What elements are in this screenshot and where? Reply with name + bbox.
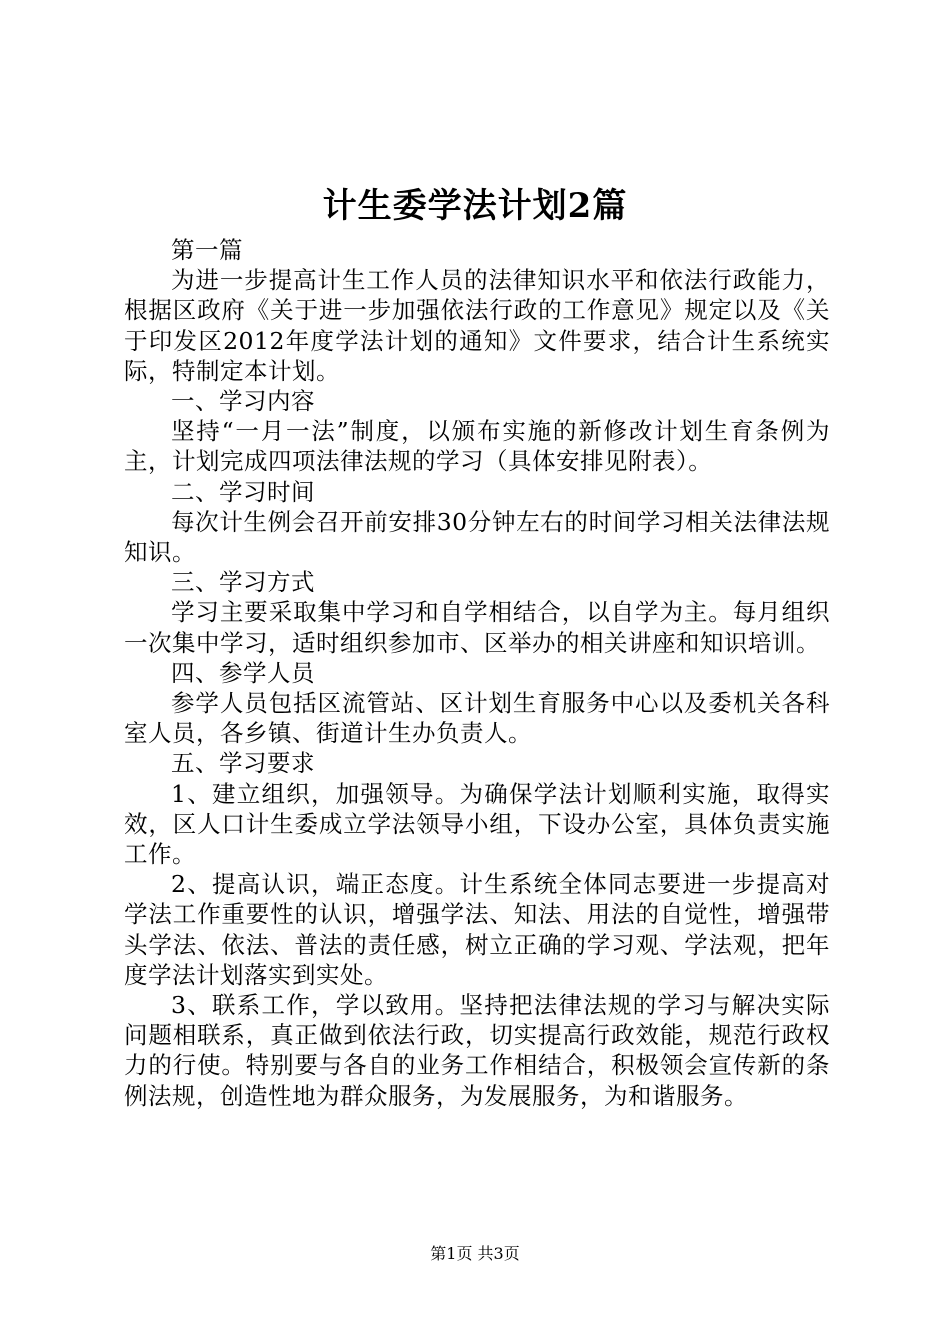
requirement-item-1: 1、建立组织，加强领导。为确保学法计划顺利实施，取得实效，区人口计生委成立学法领导小组，下设办公室，具体负责实施工作。 <box>124 779 830 869</box>
time-paragraph: 每次计生例会召开前安排30分钟左右的时间学习相关法律法规知识。 <box>124 507 830 567</box>
section-heading-requirements: 五、学习要求 <box>171 749 315 778</box>
document-body <box>124 235 830 1111</box>
page-number-footer: 第1页 共3页 <box>430 1244 520 1263</box>
participants-paragraph: 参学人员包括区流管站、区计划生育服务中心以及委机关各科室人员，各乡镇、街道计生办负责人。 <box>124 689 830 748</box>
content-paragraph: 坚持“一月一法”制度，以颁布实施的新修改计划生育条例为主，计划完成四项法律法规的学习（具体安排见附表）。 <box>124 417 830 476</box>
requirement-item-3: 3、联系工作，学以致用。坚持把法律法规的学习与解决实际问题相联系，真正做到依法行政，切实提高行政效能，规范行政权力的行使。特别要与各自的业务工作相结合，积极领会宣传新的条例法规，创造性地为群众服务，为发展服务，为和谐服务。 <box>124 991 830 1110</box>
document-title: 计生委学法计划2篇 <box>322 186 628 226</box>
intro-paragraph: 为进一步提高计生工作人员的法律知识水平和依法行政能力，根据区政府《关于进一步加强依法行政的工作意见》规定以及《关于印发区2012年度学法计划的通知》文件要求，结合计生系统实际，特制定本计划。 <box>124 266 830 385</box>
section-heading-participants: 四、参学人员 <box>171 658 315 687</box>
section-heading-part-one: 第一篇 <box>171 236 243 264</box>
section-heading-content: 一、学习内容 <box>171 387 315 416</box>
section-heading-time: 二、学习时间 <box>171 477 315 506</box>
method-paragraph: 学习主要采取集中学习和自学相结合，以自学为主。每月组织一次集中学习，适时组织参加市、区举办的相关讲座和知识培训。 <box>124 598 830 657</box>
section-heading-method: 三、学习方式 <box>171 568 315 597</box>
requirement-item-2: 2、提高认识，端正态度。计生系统全体同志要进一步提高对学法工作重要性的认识，增强学法、知法、用法的自觉性，增强带头学法、依法、普法的责任感，树立正确的学习观、学法观，把年度学法计划落实到实处。 <box>124 870 830 989</box>
